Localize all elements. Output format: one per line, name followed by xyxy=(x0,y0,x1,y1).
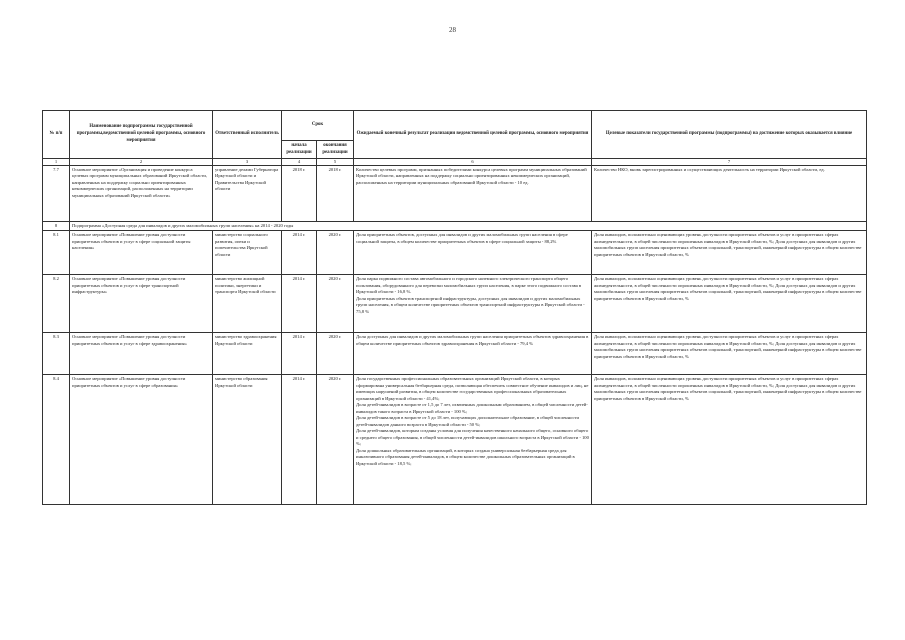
row-number: 8 xyxy=(43,221,70,231)
colnum-2: 2 xyxy=(70,159,213,166)
table-row xyxy=(43,165,867,221)
row-executor: управление делами Губернатора Иркутской области и Правительства Иркутской области xyxy=(213,165,282,221)
row-end: 2020 г. xyxy=(317,333,354,375)
row-executor: министерство социального развития, опеки и попечительства Иркутской области xyxy=(213,231,282,275)
row-end: 2020 г. xyxy=(317,375,354,505)
page-number: 28 xyxy=(449,26,456,34)
row-name: Основное мероприятие «Повышение уровня доступности приоритетных объектов и услуг в сфере транспортной инфраструктуры» xyxy=(70,275,213,333)
row-start: 2014 г. xyxy=(282,375,317,505)
table-row xyxy=(43,275,867,333)
row-number: 8.4 xyxy=(43,375,70,505)
colnum-5: 5 xyxy=(317,159,354,166)
result-paragraph: Доля дошкольных образовательных организаций, в которых создана универсальная безбарьерная среда для инклюзивного образования детей-инвалидов, в общем количестве дошкольных образовательных организаций в Иркутской области - 18,5 %; xyxy=(356,447,575,466)
program-table xyxy=(42,110,867,505)
row-start: 2018 г. xyxy=(282,165,317,221)
row-start: 2014 г. xyxy=(282,231,317,275)
subprogram-title: Подпрограмма «Доступная среда для инвалидов и других маломобильных групп населения» на 2014 - 2020 годы xyxy=(70,221,867,231)
row-target: Доля инвалидов, положительно оценивающих уровень доступности приоритетных объектов и услуг в приоритетных сферах жизнедеятельности, в общей численности опрошенных инвалидов в Иркутской области, %; Доля доступных для инвалидов и других маломобильных групп населения приоритетных объектов социальной, транспортной, инженерной инфраструктуры в общем количестве приоритетных объектов в Иркутской области, % xyxy=(592,333,867,375)
row-name: Основное мероприятие «Повышение уровня доступности приоритетных объектов и услуг в сфере образования» xyxy=(70,375,213,505)
result-paragraph: Доля парка подвижного состава автомобильного и городского наземного электрического транспорта общего пользования, оборудованного для перевозки маломобильных групп населения, в парке этого подвижного состава в Иркутской области - 16,8 %. xyxy=(356,276,582,295)
result-paragraph: Доля государственных профессиональных образовательных организаций Иркутской области, в которых сформирована универсальная безбарьерная среда, позволяющая обеспечить совместное обучение инвалидов и лиц, не имеющих нарушений развития, в общем количестве государственных профессиональных образовательных организаций в Иркутской области - 41,4%; xyxy=(356,376,589,401)
row-result xyxy=(354,275,592,333)
header-executor: Ответственный исполнитель xyxy=(213,111,282,159)
row-number: 8.1 xyxy=(43,231,70,275)
row-number: 8.3 xyxy=(43,333,70,375)
row-target: Доля инвалидов, положительно оценивающих уровень доступности приоритетных объектов и услуг в приоритетных сферах жизнедеятельности, в общей численности опрошенных инвалидов в Иркутской области, %; Доля доступных для инвалидов и других маломобильных групп населения приоритетных объектов социальной, транспортной, инженерной инфраструктуры в общем количестве приоритетных объектов в Иркутской области, % xyxy=(592,275,867,333)
row-start: 2014 г. xyxy=(282,333,317,375)
header-start: начала реализации xyxy=(282,141,317,159)
colnum-7: 7 xyxy=(592,159,867,166)
row-target: Доля инвалидов, положительно оценивающих уровень доступности приоритетных объектов и услуг в приоритетных сферах жизнедеятельности, в общей численности опрошенных инвалидов в Иркутской области, %; Доля доступных для инвалидов и других маломобильных групп населения приоритетных объектов социальной, транспортной, инженерной инфраструктуры в общем количестве приоритетных объектов в Иркутской области, % xyxy=(592,375,867,505)
row-result: Доля доступных для инвалидов и других маломобильных групп населения приоритетных объектов здравоохранения в общем количестве приоритетных объектов здравоохранения в Иркутской области - 79,4 % xyxy=(354,333,592,375)
header-row xyxy=(43,111,867,141)
row-number: 8.2 xyxy=(43,275,70,333)
row-result: Доля приоритетных объектов, доступных для инвалидов и других маломобильных групп населения в сфере социальной защиты, в общем количестве приоритетных объектов в сфере социальной защиты - 88,2% xyxy=(354,231,592,275)
row-name: Основное мероприятие «Организация и проведение конкурса целевых программ муниципальных образований Иркутской области, направленных на поддержку социально ориентированных некоммерческих организаций, расположенных на территории муниципальных образований Иркутской области» xyxy=(70,165,213,221)
colnum-4: 4 xyxy=(282,159,317,166)
row-result: Количество целевых программ, признанных победителями конкурса целевых программ муниципальных образований Иркутской области, направленных на поддержку социально ориентированных некоммерческих организаций, расположенных на территории муниципальных образований Иркутской области - 10 ед. xyxy=(354,165,592,221)
header-program-name: Наименование подпрограммы государственной программы,ведомственной целевой программы, основного мероприятия xyxy=(70,111,213,159)
row-executor: министерство образования Иркутской области xyxy=(213,375,282,505)
colnum-6: 6 xyxy=(354,159,592,166)
table-row xyxy=(43,375,867,505)
result-paragraph: Доля детей-инвалидов в возрасте от 5 до 18 лет, получающих дополнительное образование, в общей численности детей-инвалидов данного возраста в Иркутской области - 50 %; xyxy=(356,415,579,427)
row-executor: министерство жилищной политики, энергетики и транспорта Иркутской области xyxy=(213,275,282,333)
result-paragraph: Доля детей-инвалидов в возрасте от 1,5 до 7 лет, охваченных дошкольным образованием, в общей численности детей-инвалидов такого возраста в Иркутской области - 100 %; xyxy=(356,402,588,414)
row-target: Количество НКО, вновь зарегистрированных и осуществляющих деятельность на территории Иркутской области, ед. xyxy=(592,165,867,221)
row-start: 2014 г. xyxy=(282,275,317,333)
row-end: 2020 г. xyxy=(317,275,354,333)
row-target: Доля инвалидов, положительно оценивающих уровень доступности приоритетных объектов и услуг в приоритетных сферах жизнедеятельности, в общей численности опрошенных инвалидов в Иркутской области, %; Доля доступных для инвалидов и других маломобильных групп населения приоритетных объектов социальной, транспортной, инженерной инфраструктуры в общем количестве приоритетных объектов в Иркутской области, % xyxy=(592,231,867,275)
header-term: Срок xyxy=(282,111,354,141)
header-end: окончания реализации xyxy=(317,141,354,159)
header-expected-result: Ожидаемый конечный результат реализации ведомственной целевой программы, основного мероприятия xyxy=(354,111,592,159)
row-name: Основное мероприятие «Повышение уровня доступности приоритетных объектов и услуг в сфере здравоохранения» xyxy=(70,333,213,375)
row-result xyxy=(354,375,592,505)
table-row xyxy=(43,231,867,275)
table-row xyxy=(43,333,867,375)
header-number: № п/п xyxy=(43,111,70,159)
row-end: 2018 г. xyxy=(317,165,354,221)
colnum-1: 1 xyxy=(43,159,70,166)
result-paragraph: Доля приоритетных объектов транспортной инфраструктуры, доступных для инвалидов и других маломобильных групп населения, в общем количестве приоритетных объектов транспортной инфраструктуры в Иркутской области - 75,8 % xyxy=(356,295,585,314)
row-name: Основное мероприятие «Повышение уровня доступности приоритетных объектов и услуг в сфере социальной защиты населения» xyxy=(70,231,213,275)
row-end: 2020 г. xyxy=(317,231,354,275)
row-number: 7.7 xyxy=(43,165,70,221)
result-paragraph: Доля детей-инвалидов, которым созданы условия для получения качественного начального общего, основного общего и среднего общего образования, в общей численности детей-инвалидов школьного возраста в Иркутской области - 100 %; xyxy=(356,428,589,447)
colnum-3: 3 xyxy=(213,159,282,166)
header-target-indicators: Целевые показатели государственной программы (подпрограммы) на достижение которых оказывается влияние xyxy=(592,111,867,159)
subprogram-row xyxy=(43,221,867,231)
row-executor: министерство здравоохранения Иркутской области xyxy=(213,333,282,375)
